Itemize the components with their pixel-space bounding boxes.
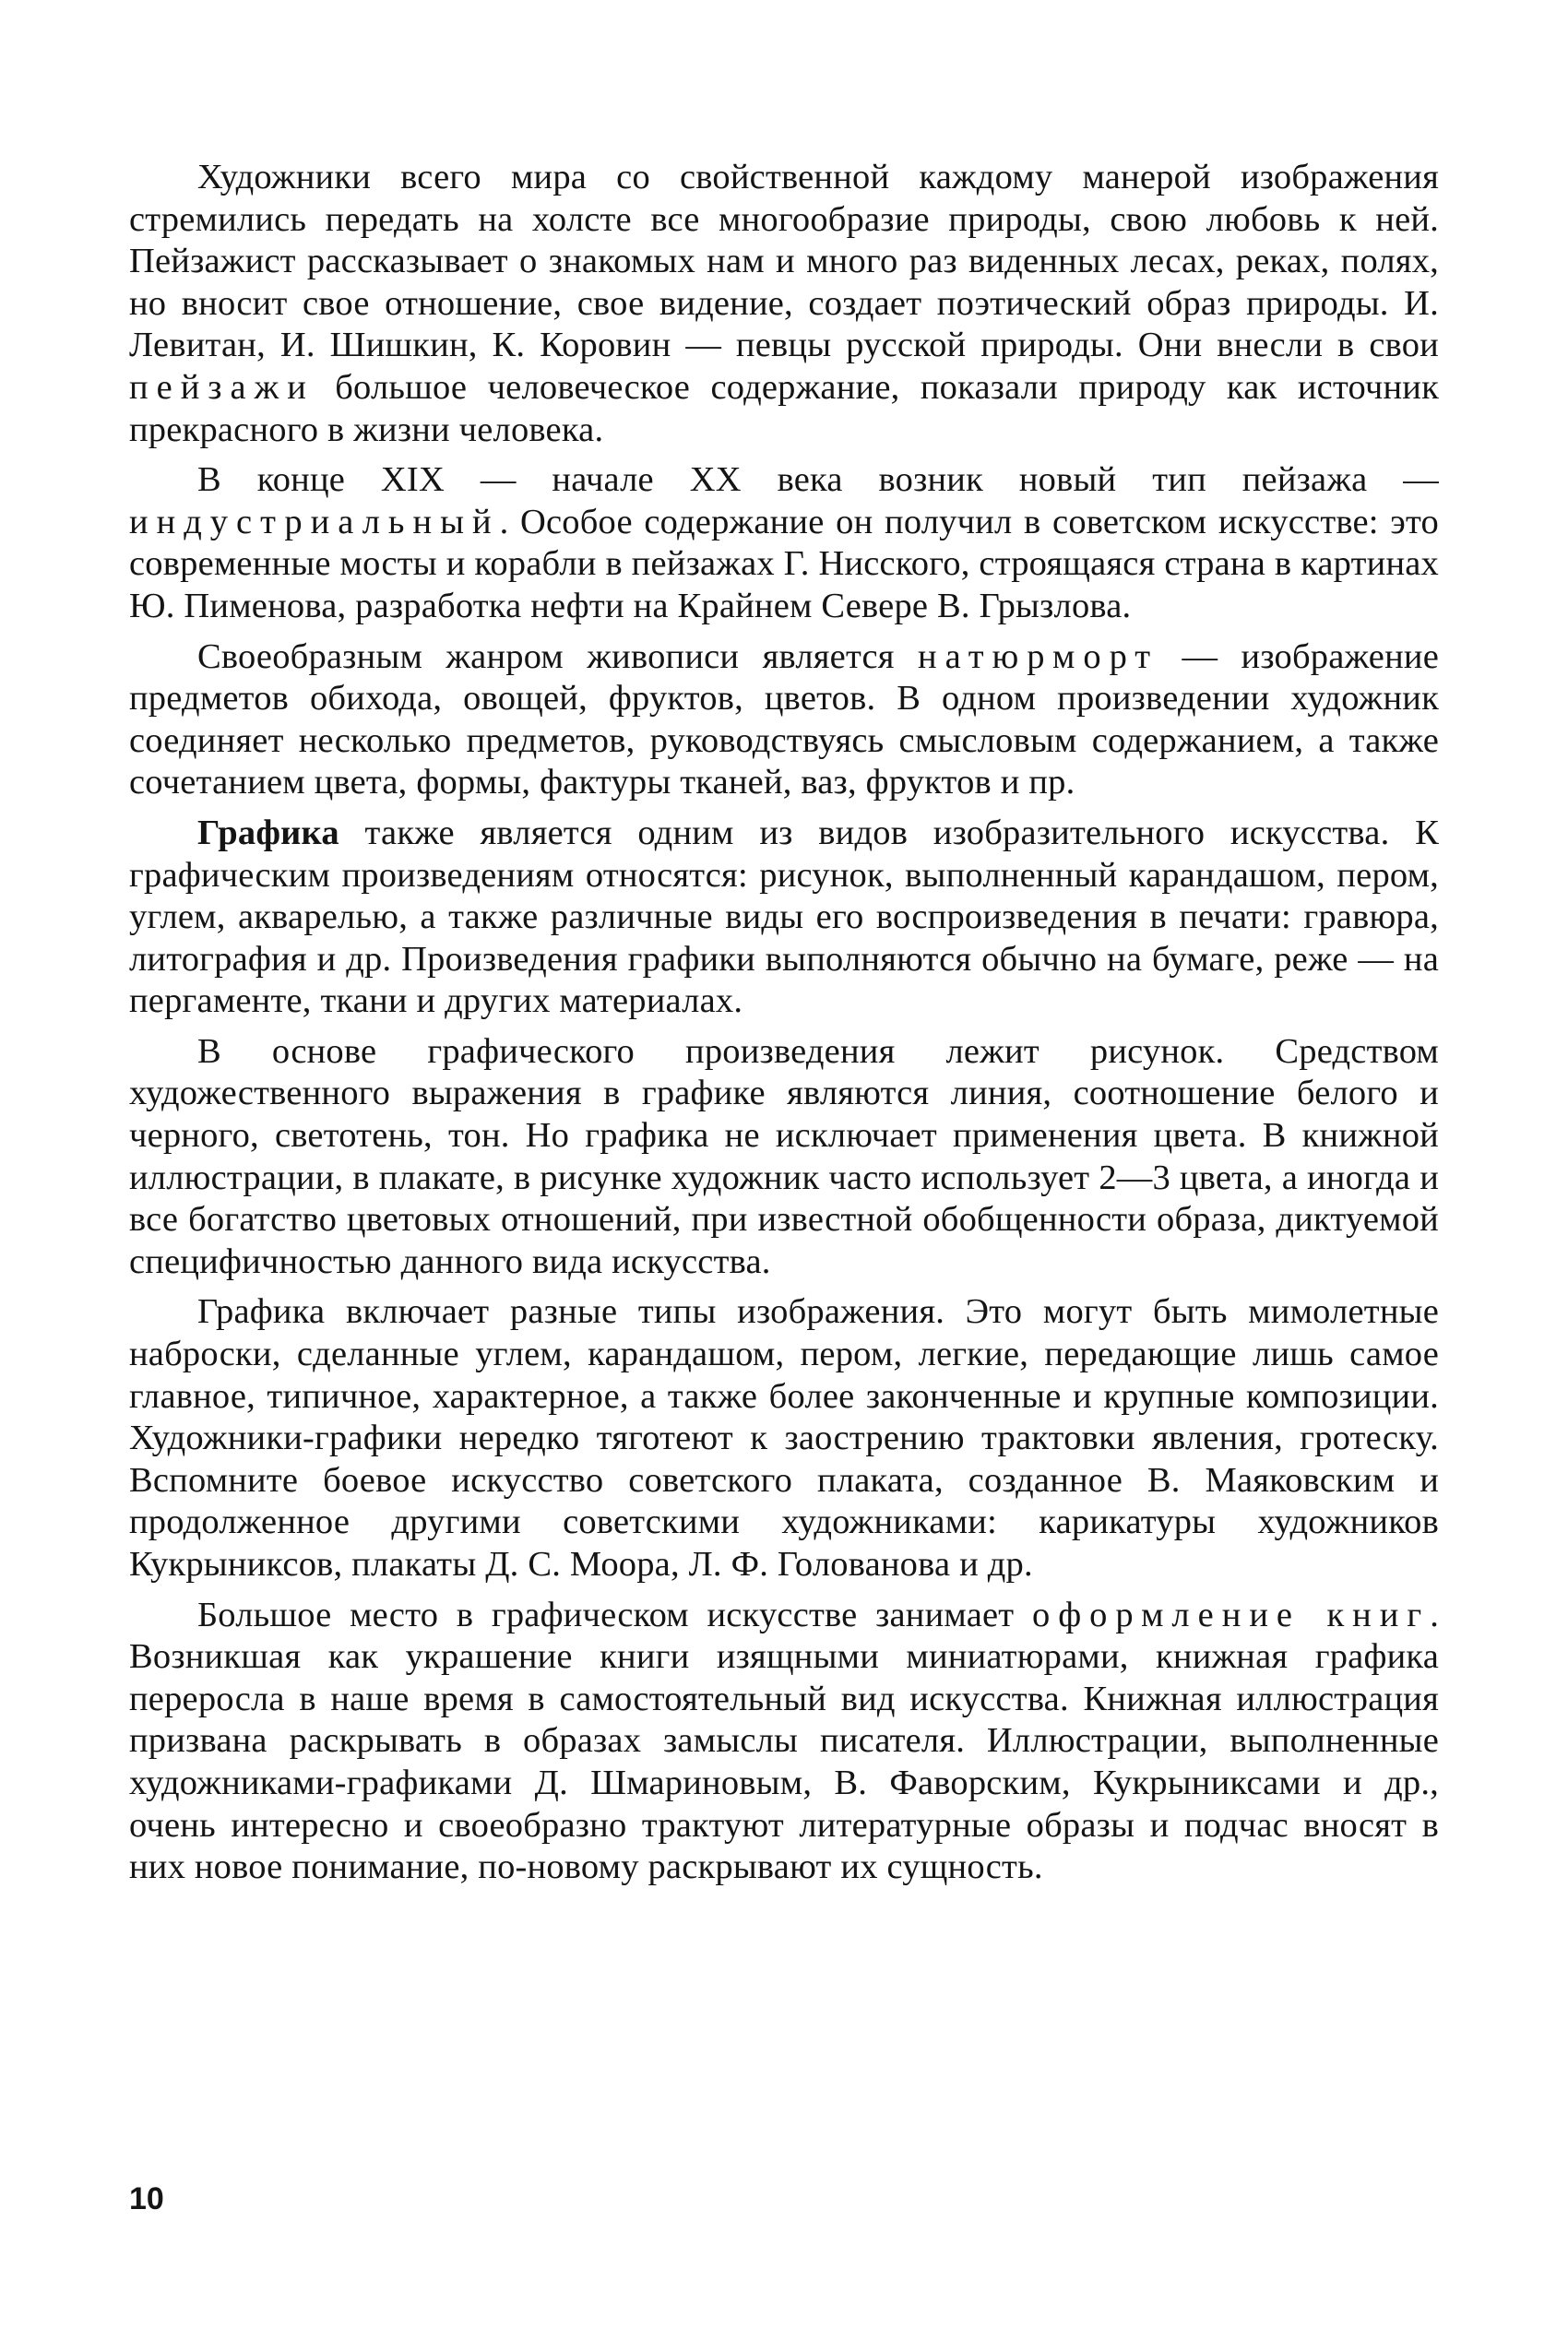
text-run: . Особое содержание он получил в советском искусстве: это современные мосты и корабли в пейзажах Г. Нисского, строящаяся страна в картинах Ю. Пименова, разработка нефти на Крайнем Севере В. Грызлова. xyxy=(129,502,1439,625)
emphasized-term-still-life: натюрморт xyxy=(918,636,1159,676)
text-run: . Возникшая как украшение книги изящными миниатюрами, книжная графика переросла в наше время в самостоятельный вид искусства. Книжная иллюстрация призвана раскрывать в образах замыслы писателя. Иллюстрации, выполненные художниками-графиками Д. Шмариновым, В. Фаворским, Кукрыниксами и др., очень интересно и своеобразно трактуют литературные образы и подчас вносят в них новое понимание, по-новому раскрывают их сущность. xyxy=(129,1595,1440,1887)
text-run: большое человеческое содержание, показали природу как источник прекрасного в жизни человека. xyxy=(129,367,1439,449)
paragraph-graphic-types xyxy=(129,1291,1439,1586)
bold-term-graphics: Графика xyxy=(197,813,339,852)
text-run: Графика включает разные типы изображения. Это могут быть мимолетные наброски, сделанные углем, карандашом, пером, легкие, передающие лишь самое главное, типичное, характерное, а также более законченные и крупные композиции. Художники-графики нередко тяготеют к заострению трактовки явления, гротеску. Вспомните боевое искусство советского плаката, созданное В. Маяковским и продолженное другими советскими художниками: карикатуры художников Кукрыниксов, плакаты Д. С. Моора, Л. Ф. Голованова и др. xyxy=(129,1292,1439,1584)
text-run: также является одним из видов изобразительного искусства. К графическим произведениям относятся: рисунок, выполненный карандашом, пером, углем, акварелью, а также различные виды его воспроизведения в печати: гравюра, литография и др. Произведения графики выполняются обычно на бумаге, реже — на пергаменте, ткани и других материалах. xyxy=(129,813,1439,1021)
paragraph-drawing-basis xyxy=(129,1031,1439,1284)
text-run: Большое место в графическом искусстве занимает xyxy=(197,1595,1032,1634)
paragraph-still-life xyxy=(129,636,1439,804)
page-body xyxy=(129,157,1439,1897)
paragraph-landscape xyxy=(129,157,1439,451)
text-run: — изображение предметов обихода, овощей, фруктов, цветов. В одном произведении художник соединяет несколько предметов, руководствуясь смысловым содержанием, а также сочетанием цвета, формы, фактуры тканей, ваз, фруктов и пр. xyxy=(129,636,1439,802)
text-run: Своеобразным жанром живописи является xyxy=(197,636,918,676)
paragraph-book-design xyxy=(129,1595,1439,1889)
emphasized-term-industrial: индустриальный xyxy=(129,502,500,541)
page-number: 10 xyxy=(129,2181,164,2216)
paragraph-industrial-landscape xyxy=(129,459,1439,627)
emphasized-term-book-design: оформление книг xyxy=(1031,1595,1431,1634)
paragraph-graphics xyxy=(129,813,1439,1023)
text-run: В основе графического произведения лежит рисунок. Средством художественного выражения в графике являются линия, соотношение белого и черного, светотень, тон. Но графика не исключает применения цвета. В книжной иллюстрации, в плакате, в рисунке художник часто использует 2—3 цвета, а иногда и все богатство цветовых отношений, при известной обобщенности образа, диктуемой специфичностью данного вида искусства. xyxy=(129,1031,1439,1281)
text-run: Художники всего мира со свойственной каждому манерой изображения стремились передать на холсте все многообразие природы, свою любовь к ней. Пейзажист рассказывает о знакомых нам и много раз виденных лесах, реках, полях, но вносит свое отношение, свое видение, создает поэтический образ природы. И. Левитан, И. Шишкин, К. Коровин — певцы русской природы. Они внесли в свои xyxy=(129,158,1439,365)
text-run: В конце XIX — начале XX века возник новый тип пейзажа — xyxy=(197,460,1439,500)
emphasized-term-landscapes: пейзажи xyxy=(129,367,315,407)
